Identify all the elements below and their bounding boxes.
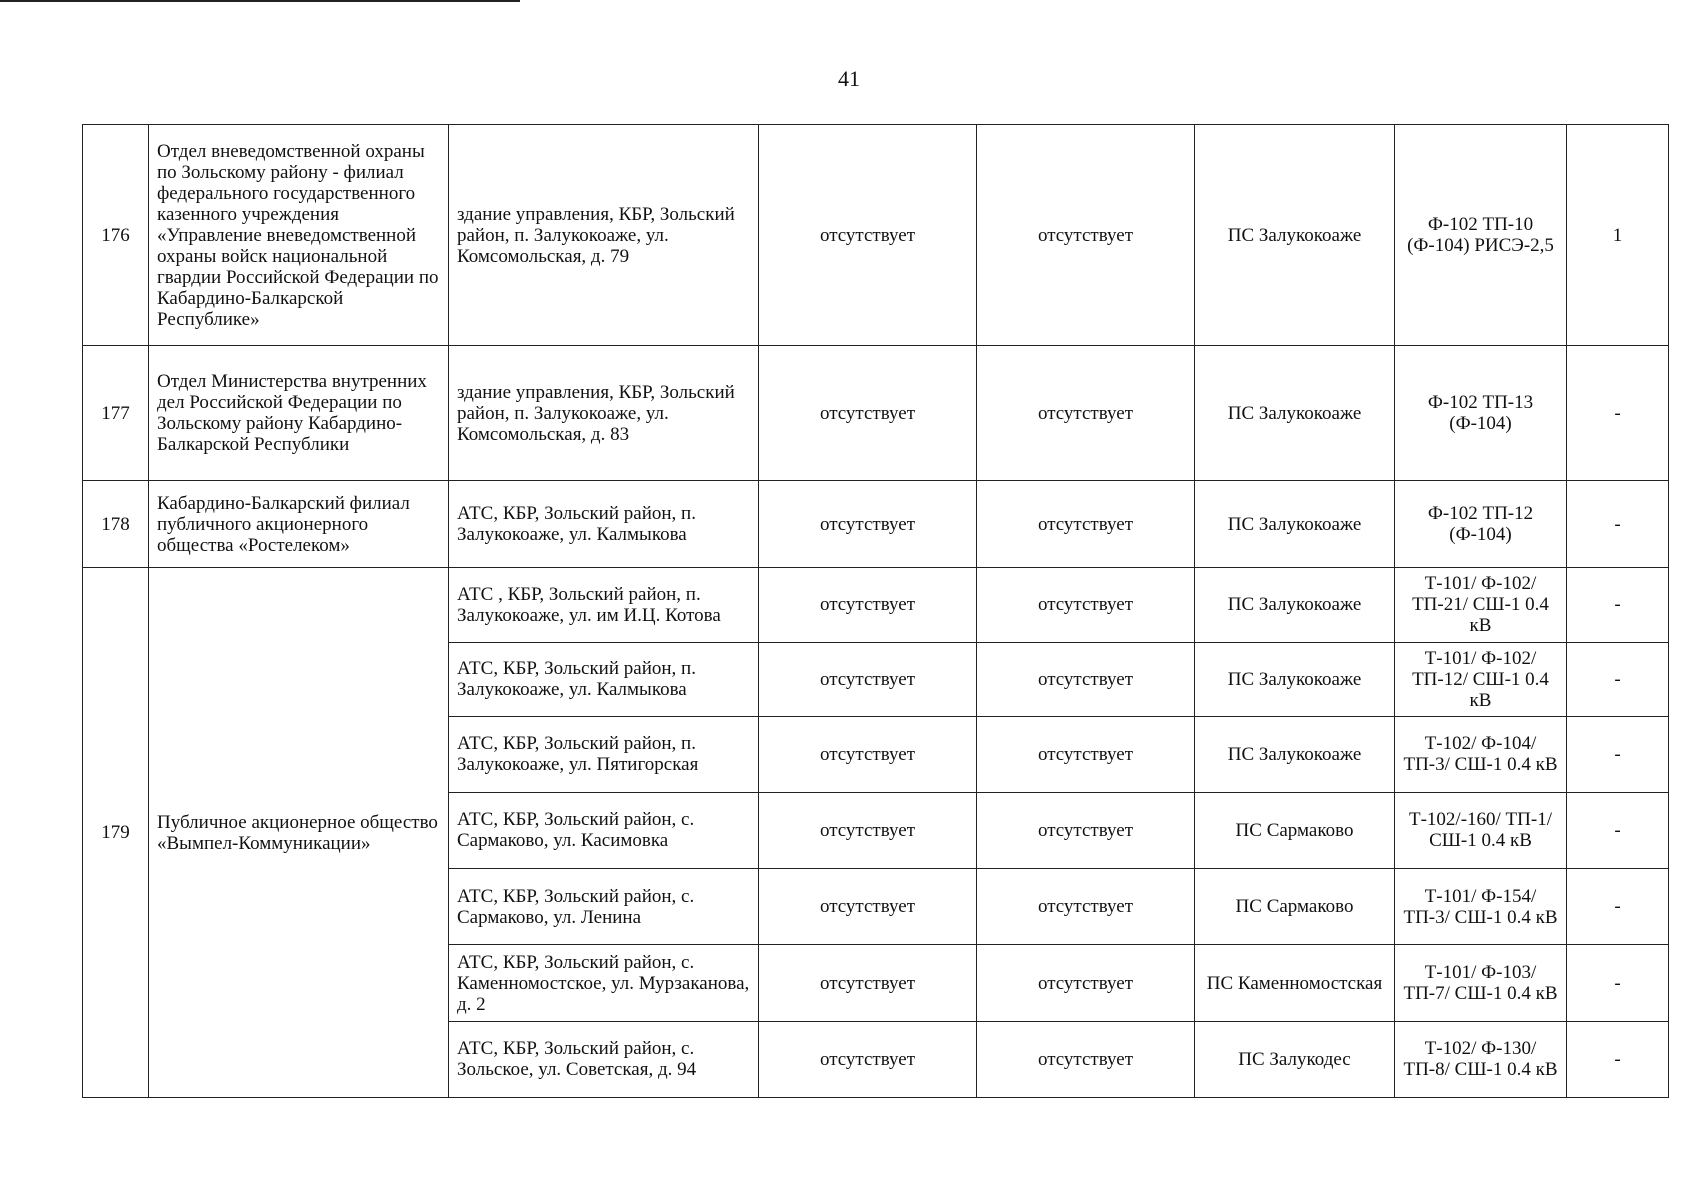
substation-cell: ПС Залукодес: [1195, 1021, 1395, 1097]
column-4-cell: отсутствует: [977, 642, 1195, 716]
organization-cell: Кабардино-Балкарский филиал публичного акционерного общества «Ростелеком»: [149, 481, 449, 568]
organization-cell: Публичное акционерное общество «Вымпел-Коммуникации»: [149, 568, 449, 1098]
column-3-cell: отсутствует: [759, 716, 977, 792]
column-3-cell: отсутствует: [759, 125, 977, 346]
table-row: [83, 125, 1669, 346]
value-cell: -: [1567, 716, 1669, 792]
address-cell: АТС, КБР, Зольский район, п. Залукокоаже, ул. Пятигорская: [449, 716, 759, 792]
column-3-cell: отсутствует: [759, 869, 977, 945]
substation-cell: ПС Залукокоаже: [1195, 346, 1395, 481]
address-cell: АТС, КБР, Зольский район, с. Зольское, ул. Советская, д. 94: [449, 1021, 759, 1097]
column-3-cell: отсутствует: [759, 346, 977, 481]
column-4-cell: отсутствует: [977, 945, 1195, 1021]
value-cell: -: [1567, 642, 1669, 716]
table-row: [83, 568, 1669, 642]
feeder-cell: Ф-102 ТП-10 (Ф-104) РИСЭ-2,5: [1395, 125, 1567, 346]
table-row: [83, 481, 1669, 568]
column-4-cell: отсутствует: [977, 481, 1195, 568]
address-cell: здание управления, КБР, Зольский район, п. Залукокоаже, ул. Комсомольская, д. 79: [449, 125, 759, 346]
row-number-cell: 176: [83, 125, 149, 346]
row-number-cell: 177: [83, 346, 149, 481]
column-4-cell: отсутствует: [977, 568, 1195, 642]
column-3-cell: отсутствует: [759, 568, 977, 642]
scan-top-edge: [0, 0, 520, 2]
row-number-cell: 178: [83, 481, 149, 568]
value-cell: -: [1567, 1021, 1669, 1097]
table-row: [83, 346, 1669, 481]
value-cell: -: [1567, 568, 1669, 642]
substation-cell: ПС Залукокоаже: [1195, 716, 1395, 792]
column-3-cell: отсутствует: [759, 1021, 977, 1097]
row-number-cell: 179: [83, 568, 149, 1098]
address-cell: АТС, КБР, Зольский район, с. Сармаково, ул. Касимовка: [449, 792, 759, 868]
column-4-cell: отсутствует: [977, 716, 1195, 792]
value-cell: -: [1567, 869, 1669, 945]
table-body: [83, 125, 1669, 1098]
column-4-cell: отсутствует: [977, 346, 1195, 481]
substation-cell: ПС Сармаково: [1195, 792, 1395, 868]
organization-cell: Отдел вневедомственной охраны по Зольскому району - филиал федерального государственного казенного учреждения «Управление вневедомственной охраны войск национальной гвардии Российской Федерации по Кабардино-Балкарской Республике»: [149, 125, 449, 346]
address-cell: АТС, КБР, Зольский район, с. Каменномостское, ул. Мурзаканова, д. 2: [449, 945, 759, 1021]
organization-cell: Отдел Министерства внутренних дел Российской Федерации по Зольскому району Кабардино-Балкарской Республики: [149, 346, 449, 481]
feeder-cell: Т-101/ Ф-103/ТП-7/ СШ-1 0.4 кВ: [1395, 945, 1567, 1021]
feeder-cell: Ф-102 ТП-12 (Ф-104): [1395, 481, 1567, 568]
address-cell: АТС, КБР, Зольский район, п. Залукокоаже, ул. Калмыкова: [449, 481, 759, 568]
feeder-cell: Т-102/ Ф-130/ТП-8/ СШ-1 0.4 кВ: [1395, 1021, 1567, 1097]
feeder-cell: Т-102/-160/ ТП-1/СШ-1 0.4 кВ: [1395, 792, 1567, 868]
consumer-table: [82, 124, 1669, 1098]
address-cell: здание управления, КБР, Зольский район, п. Залукокоаже, ул. Комсомольская, д. 83: [449, 346, 759, 481]
substation-cell: ПС Сармаково: [1195, 869, 1395, 945]
feeder-cell: Т-101/ Ф-102/ТП-12/ СШ-1 0.4 кВ: [1395, 642, 1567, 716]
value-cell: -: [1567, 945, 1669, 1021]
column-3-cell: отсутствует: [759, 792, 977, 868]
column-3-cell: отсутствует: [759, 642, 977, 716]
value-cell: -: [1567, 481, 1669, 568]
column-4-cell: отсутствует: [977, 1021, 1195, 1097]
address-cell: АТС, КБР, Зольский район, п. Залукокоаже, ул. Калмыкова: [449, 642, 759, 716]
column-3-cell: отсутствует: [759, 481, 977, 568]
substation-cell: ПС Залукокоаже: [1195, 125, 1395, 346]
feeder-cell: Т-102/ Ф-104/ТП-3/ СШ-1 0.4 кВ: [1395, 716, 1567, 792]
substation-cell: ПС Залукокоаже: [1195, 481, 1395, 568]
column-4-cell: отсутствует: [977, 125, 1195, 346]
value-cell: -: [1567, 346, 1669, 481]
substation-cell: ПС Залукокоаже: [1195, 642, 1395, 716]
page-number: 41: [838, 66, 860, 91]
substation-cell: ПС Каменномостская: [1195, 945, 1395, 1021]
address-cell: АТС , КБР, Зольский район, п. Залукокоаже, ул. им И.Ц. Котова: [449, 568, 759, 642]
value-cell: 1: [1567, 125, 1669, 346]
address-cell: АТС, КБР, Зольский район, с. Сармаково, ул. Ленина: [449, 869, 759, 945]
feeder-cell: Ф-102 ТП-13 (Ф-104): [1395, 346, 1567, 481]
column-4-cell: отсутствует: [977, 792, 1195, 868]
column-4-cell: отсутствует: [977, 869, 1195, 945]
value-cell: -: [1567, 792, 1669, 868]
substation-cell: ПС Залукокоаже: [1195, 568, 1395, 642]
feeder-cell: Т-101/ Ф-102/ТП-21/ СШ-1 0.4 кВ: [1395, 568, 1567, 642]
feeder-cell: Т-101/ Ф-154/ТП-3/ СШ-1 0.4 кВ: [1395, 869, 1567, 945]
column-3-cell: отсутствует: [759, 945, 977, 1021]
